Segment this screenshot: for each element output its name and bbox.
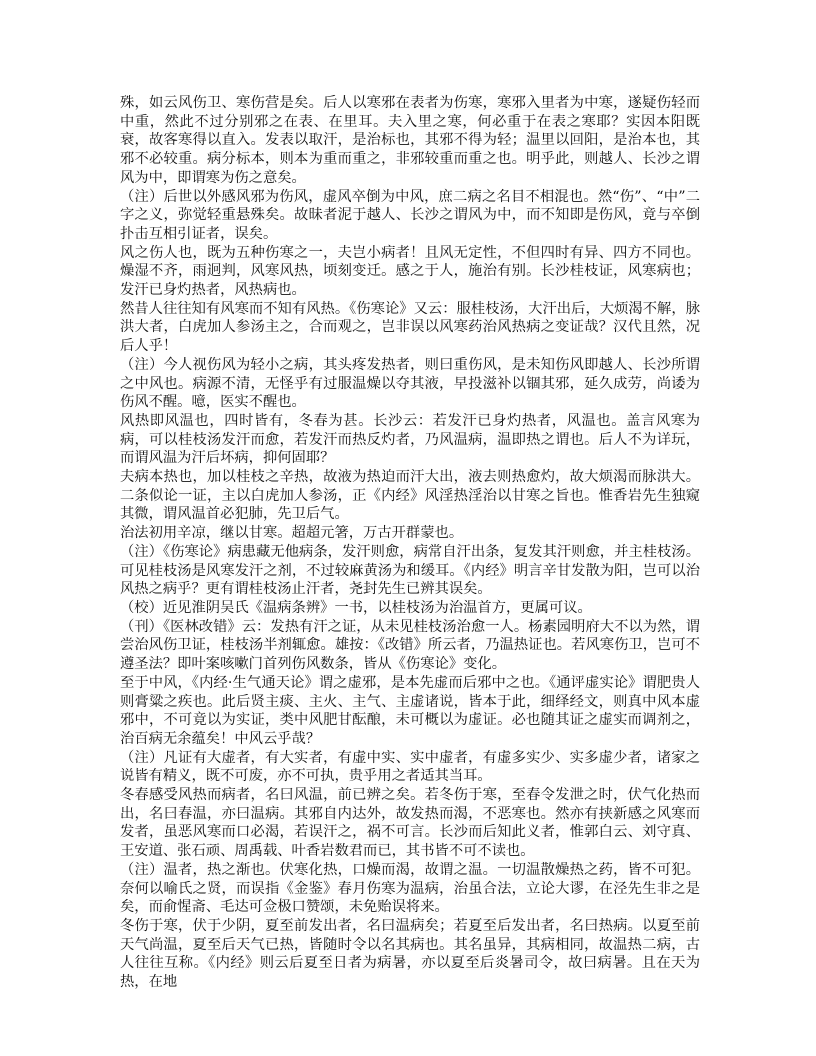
collation-paragraph: （校）近见淮阴吴氏《温病条辨》一书，以桂枝汤为治温首方，更属可议。 [120, 599, 592, 616]
document-page [120, 94, 700, 992]
paragraph: 治法初用辛凉，继以甘寒。超超元箸，万古开群蒙也。 [120, 525, 464, 542]
paragraph: 殊，如云风伤卫、寒伤营是矣。后人以寒邪在表者为伤寒，寒邪入里者为中寒，遂疑伤轻而中重，然此不过分别邪之在表、在里耳。夫入里之寒，何必重于在表之寒耶？实因本阳既衰，故客寒得以直入。发表以取汗，是治标也，其邪不得为轻；温里以回阳，是治本也，其邪不必较重。病分标本，则本为重而重之，非邪较重而重之也。明乎此，则越人、长沙之谓风为中，即谓寒为伤之意矣。 [120, 95, 700, 186]
annotation-paragraph: （注）凡证有大虚者，有大实者，有虚中实、实中虚者，有虚多实少、实多虚少者，诸家之说皆有精义，既不可废，亦不可执，贵乎用之者适其当耳。 [120, 749, 700, 785]
paragraph: 风之伤人也，既为五种伤寒之一，夫岂小病者！且风无定性，不但四时有异、四方不同也。燥湿不齐，雨迥判，风寒风热，顷刻变迁。感之于人，施治有别。长沙桂枝证，风寒病也；发汗已身灼热者，风热病也。 [120, 244, 700, 299]
paragraph: 至于中风，《内经·生气通天论》谓之虚邪，是本先虚而后邪中之也。《通评虚实论》谓肥贵人则膏粱之疾也。此后贤主痰、主火、主气、主虚诸说，皆本于此，细绎经文，则真中风本虚邪中，不可竟以为实证，类中风肥甘酝酿，未可概以为虚证。必也随其证之虚实而调剂之，治百病无余蕴矣！中风云乎哉？ [120, 674, 700, 747]
annotation-paragraph: （注）《伤寒论》病患藏无他病条，发汗则愈，病常自汗出条，复发其汗则愈，并主桂枝汤。可见桂枝汤是风寒发汗之剂，不过较麻黄汤为和缓耳。《内经》明言辛甘发散为阳，岂可以治风热之病乎？更有谓桂枝汤止汗者，尧封先生已辨其误矣。 [120, 543, 700, 598]
revision-paragraph: （刊）《医林改错》云：发热有汗之证，从未见桂枝汤治愈一人。杨素园明府大不以为然，谓尝治风伤卫证，桂枝汤半剂辄愈。雄按：《改错》所云者，乃温热证也。若风寒伤卫，岂可不遵圣法？即叶案咳嗽门首列伤风数条，皆从《伤寒论》变化。 [120, 618, 700, 673]
paragraph: 夫病本热也，加以桂枝之辛热，故液为热迫而汗大出，液去则热愈灼，故大烦渴而脉洪大。二条似论一证，主以白虎加人参汤，正《内经》风淫热淫治以甘寒之旨也。惟香岩先生独窥其微，谓风温首必犯肺，先卫后气。 [120, 469, 700, 523]
annotation-paragraph: （注）后世以外感风邪为伤风，虚风卒倒为中风，庶二病之名目不相混也。然“伤”、“中”二字之义，弥觉轻重悬殊矣。故昧者泥于越人、长沙之谓风为中，而不知即是伤风，竟与卒倒扑击互相引证者，误矣。 [120, 188, 700, 242]
paragraph: 然昔人往往知有风寒而不知有风热。《伤寒论》又云：服桂枝汤，大汗出后，大烦渴不解，脉洪大者，白虎加人参汤主之，合而观之，岂非误以风寒药治风热病之变证哉？汉代且然，况后人乎！ [120, 300, 700, 355]
paragraph: 冬春感受风热而病者，名曰风温，前已辨之矣。若冬伤于寒，至春令发泄之时，伏气化热而出，名曰春温，亦曰温病。其邪自内达外，故发热而渴，不恶寒也。然亦有挟新感之风寒而发者，虽恶风寒而口必渴，若误汗之，祸不可言。长沙而后知此义者，惟郭白云、刘守真、王安道、张石顽、周禹载、叶香岩数君而已，其书皆不可不读也。 [120, 787, 700, 860]
annotation-paragraph: （注）今人视伤风为轻小之病，其头疼发热者，则曰重伤风，是未知伤风即越人、长沙所谓之中风也。病源不清，无怪乎有过服温燥以夺其液，早投滋补以锢其邪，延久成劳，尚诿为伤风不醒。噫，医实不醒也。 [120, 356, 700, 411]
annotation-paragraph: （注）温者，热之渐也。伏寒化热，口燥而渴，故谓之温。一切温散燥热之药，皆不可犯。奈何以喻氏之贤，而误指《金鉴》春月伤寒为温病，治虽合法，立论大谬，在泾先生非之是矣，而俞惺斋、毛达可佥极口赞颂，未免贻误将来。 [120, 861, 700, 916]
paragraph: 风热即风温也，四时皆有，冬春为甚。长沙云：若发汗已身灼热者，风温也。盖言风寒为病，可以桂枝汤发汗而愈，若发汗而热反灼者，乃风温病，温即热之谓也。后人不为详玩，而谓风温为汗后坏病，抑何固耶？ [120, 412, 700, 467]
paragraph: 冬伤于寒，伏于少阴，夏至前发出者，名曰温病矣；若夏至后发出者，名曰热病。以夏至前天气尚温，夏至后天气已热，皆随时令以名其病也。其名虽异，其病相同，故温热二病，古人往往互称。《内经》则云后夏至日者为病暑，亦以夏至后炎暑司令，故曰病暑。且在天为热，在地 [120, 917, 700, 991]
